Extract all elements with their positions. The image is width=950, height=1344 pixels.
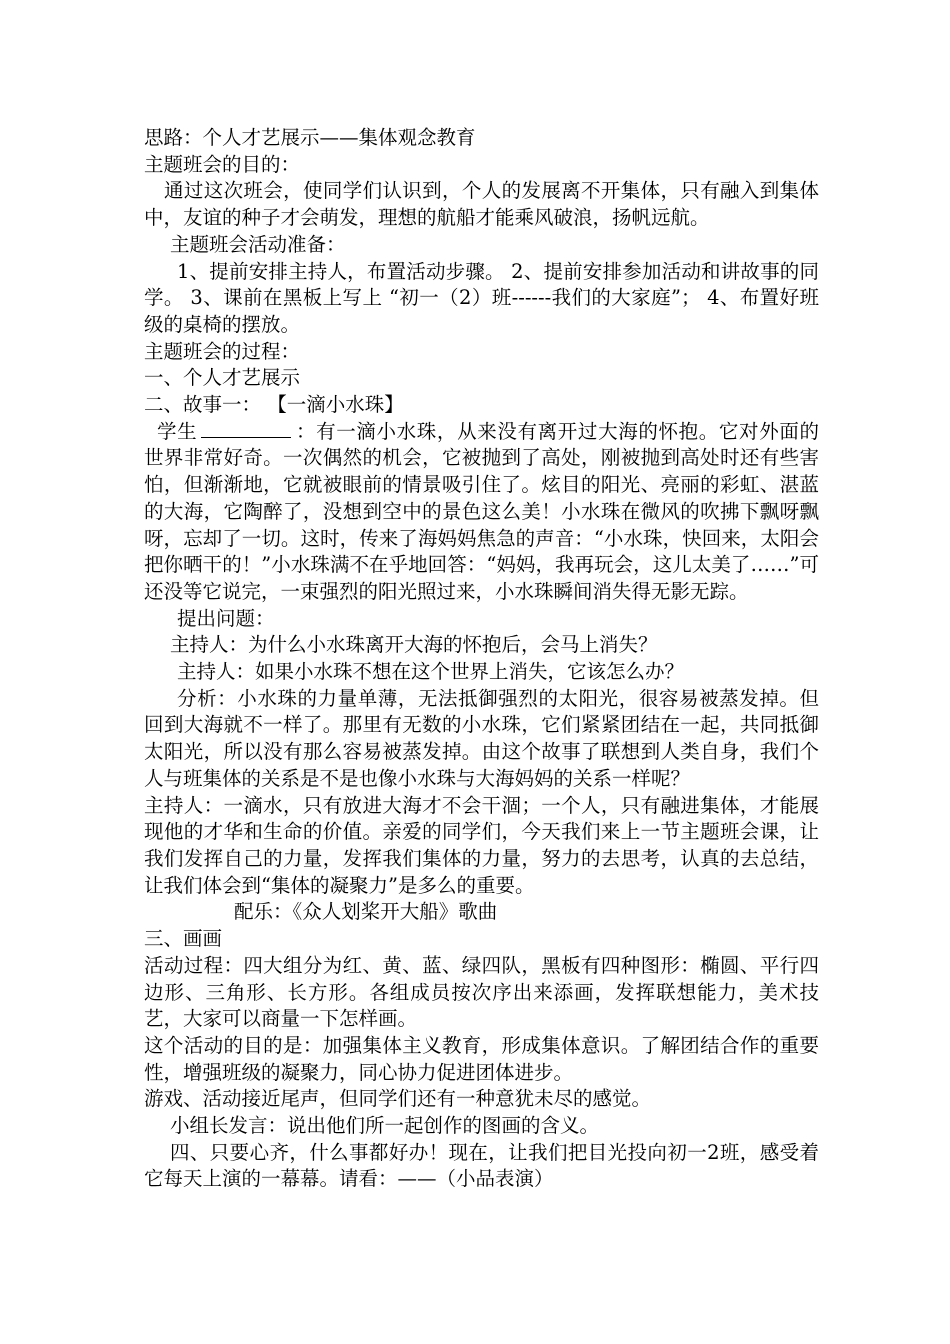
- host-question-2: 主持人：如果小水珠不想在这个世界上消失，它该怎么办？: [177, 660, 685, 684]
- game-end-line: 游戏、活动接近尾声，但同学们还有一种意犹未尽的感觉。: [144, 1087, 652, 1111]
- section-3-heading: 三、画画: [144, 927, 223, 951]
- activity-goal-paragraph: 这个活动的目的是：加强集体主义教育，形成集体意识。了解团结合作的重要性，增强班级的凝聚力，同心协力促进团体进步。: [144, 1033, 819, 1084]
- activity-paragraph: 活动过程：四大组分为红、黄、蓝、绿四队，黑板有四种图形：椭圆、平行四边形、三角形、长方形。各组成员按次序出来添画，发挥联想能力，美术技艺，大家可以商量一下怎样画。: [144, 953, 819, 1031]
- music-line: 配乐：《众人划桨开大船》歌曲: [234, 900, 498, 924]
- question-label: 提出问题：: [177, 606, 275, 630]
- host-question-1: 主持人：为什么小水珠离开大海的怀抱后，会马上消失？: [170, 633, 658, 657]
- section-4-paragraph: 四、只要心齐，什么事都好办！现在，让我们把目光投向初一2班，感受着它每天上演的一幕幕。请看：——（小品表演）: [144, 1140, 819, 1191]
- prep-heading: 主题班会活动准备：: [170, 232, 346, 256]
- section-1-heading: 一、个人才艺展示: [144, 366, 301, 390]
- idea-line: 思路：个人才艺展示——集体观念教育: [144, 126, 476, 149]
- name-blank: [201, 419, 291, 438]
- document-page: [144, 125, 819, 1193]
- story-text: ：有一滴小水珠，从来没有离开过大海的怀抱。它对外面的世界非常好奇。一次偶然的机会，它被抛到了高处，刚被抛到高处时还有些害怕，但渐渐地，它就被眼前的情景吸引住了。炫目的阳光、亮丽的彩虹、湛蓝的大海，它陶醉了，没想到空中的景色这么美！小水珠在微风的吹拂下飘呀飘呀，忘却了一切。这时，传来了海妈妈焦急的声音：“小水珠，快回来，太阳会把你晒干的！”小水珠满不在乎地回答：“妈妈，我再玩会，这儿太美了……”可还没等它说完，一束强烈的阳光照过来，小水珠瞬间消失得无影无踪。: [144, 419, 819, 603]
- prep-paragraph: 1、提前安排主持人，布置活动步骤。 2、提前安排参加活动和讲故事的同学。 3、课前在黑板上写上 “初一（2）班------我们的大家庭”； 4、布置好班级的桌椅的摆放。: [144, 259, 819, 336]
- host-summary-paragraph: 主持人：一滴水，只有放进大海才不会干涸；一个人，只有融进集体，才能展现他的才华和生命的价值。亲爱的同学们，今天我们来上一节主题班会课，让我们发挥自己的力量，发挥我们集体的力量，努力的去思考，认真的去总结，让我们体会到“集体的凝聚力”是多么的重要。: [144, 793, 819, 897]
- purpose-paragraph: 通过这次班会，使同学们认识到，个人的发展离不开集体，只有融入到集体中，友谊的种子才会萌发，理想的航船才能乘风破浪，扬帆远航。: [144, 179, 819, 230]
- leader-line: 小组长发言：说出他们所一起创作的图画的含义。: [170, 1114, 600, 1138]
- story-paragraph: [144, 419, 819, 606]
- analysis-paragraph: 分析：小水珠的力量单薄，无法抵御强烈的太阳光，很容易被蒸发掉。但回到大海就不一样了。那里有无数的小水珠，它们紧紧团结在一起，共同抵御太阳光，所以没有那么容易被蒸发掉。由这个故事了联想到人类自身，我们个人与班集体的关系是不是也像小水珠与大海妈妈的关系一样呢？: [144, 686, 819, 790]
- story-prefix: 学生: [157, 419, 198, 443]
- process-heading: 主题班会的过程：: [144, 339, 301, 363]
- section-2-heading: 二、故事一： 【一滴小水珠】: [144, 393, 404, 417]
- purpose-heading: 主题班会的目的：: [144, 152, 301, 176]
